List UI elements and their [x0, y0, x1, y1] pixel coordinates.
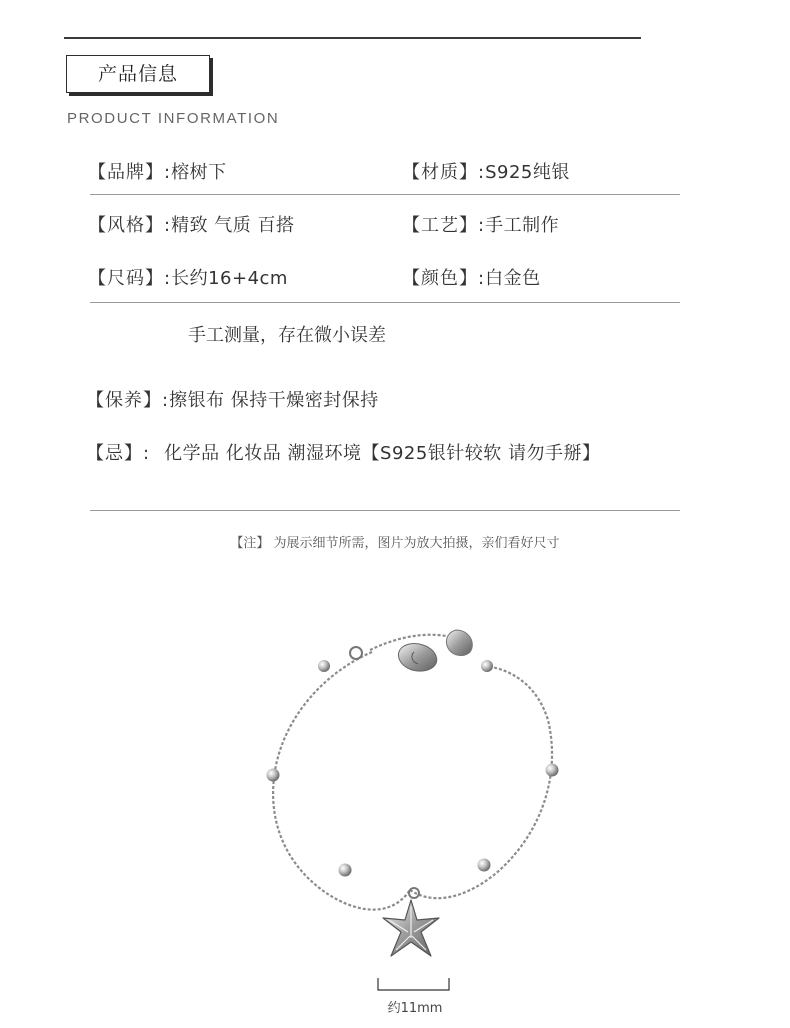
dimension-label: 约11mm	[387, 1001, 443, 1016]
spec-size	[88, 264, 288, 290]
spec-brand-label: 【品牌】:	[88, 162, 172, 183]
spec-style-value: 精致 气质 百搭	[171, 215, 295, 236]
spec-style-label: 【风格】:	[88, 215, 172, 236]
top-divider	[64, 37, 641, 39]
section-subtitle: PRODUCT INFORMATION	[67, 110, 280, 127]
avoid-label: 【忌】:	[86, 443, 151, 464]
section-divider	[90, 510, 680, 511]
spec-brand	[88, 158, 227, 184]
care-label: 【保养】:	[86, 390, 170, 411]
spec-color	[402, 264, 541, 290]
photo-note: 【注】 为展示细节所需，图片为放大拍摄，亲们看好尺寸	[230, 536, 560, 551]
bracelet-photo	[0, 560, 790, 1000]
section-title-box	[66, 55, 210, 93]
spec-color-label: 【颜色】:	[402, 268, 486, 289]
spec-material-value: S925纯银	[485, 162, 570, 183]
spec-color-value: 白金色	[485, 268, 541, 289]
spec-material-label: 【材质】:	[402, 162, 486, 183]
spec-craft-label: 【工艺】:	[402, 215, 486, 236]
spec-craft-value: 手工制作	[485, 215, 560, 236]
avoid-value: 化学品 化妆品 潮湿环境【S925银针较软 请勿手掰】	[164, 443, 601, 464]
avoid-info	[86, 439, 601, 465]
care-info	[86, 386, 379, 412]
spec-style	[88, 211, 295, 237]
care-value: 擦银布 保持干燥密封保持	[169, 390, 379, 411]
row-divider	[90, 194, 680, 195]
spec-brand-value: 榕树下	[171, 162, 227, 183]
spec-craft	[402, 211, 559, 237]
measure-note: 手工测量，存在微小误差	[188, 325, 386, 346]
spec-size-label: 【尺码】:	[88, 268, 172, 289]
row-divider	[90, 302, 680, 303]
section-title: 产品信息	[97, 63, 178, 85]
spec-material	[402, 158, 570, 184]
spec-size-value: 长约16+4cm	[171, 268, 288, 289]
